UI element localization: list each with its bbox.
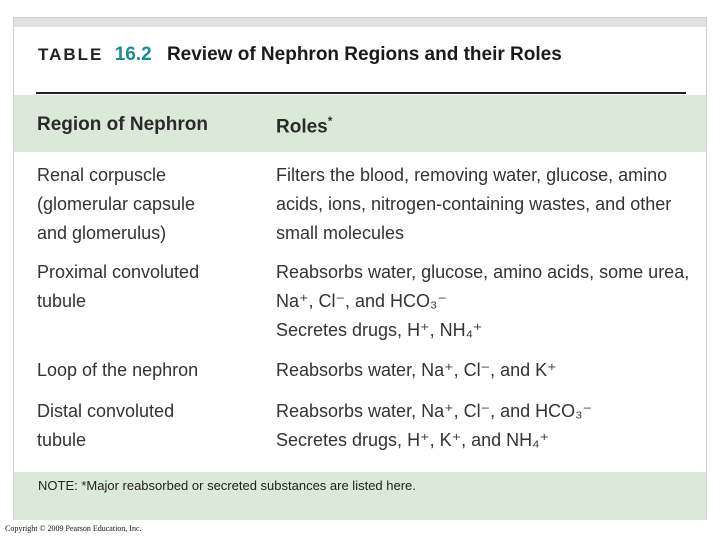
row-1-roles-line: acids, ions, nitrogen-containing wastes, and other [276,194,672,214]
row-4-region-line: tubule [37,430,87,450]
row-1-region-line: Renal corpuscle [37,165,167,185]
row-2-roles-line: Na⁺, Cl⁻, and HCO₃⁻ [276,291,447,311]
row-2-region [37,258,267,316]
row-2-region-line: Proximal convoluted [37,262,200,282]
column-header-roles [276,114,332,138]
table-frame [13,17,707,520]
roles-header-mark: * [327,114,333,128]
roles-header-label: Roles [276,116,328,138]
row-1-roles [276,161,696,248]
row-1-roles-line: Filters the blood, removing water, glucose, amino [276,165,668,185]
row-2-roles [276,258,696,345]
row-4-roles-line: Secretes drugs, H⁺, K⁺, and NH₄⁺ [276,430,549,450]
row-2-region-line: tubule [37,291,87,311]
row-3-region-line: Loop of the nephron [37,360,199,380]
row-3-region [37,356,267,385]
table-number: 16.2 [114,44,152,65]
row-4-roles-line: Reabsorbs water, Na⁺, Cl⁻, and HCO₃⁻ [276,401,592,421]
column-header-region: Region of Nephron [37,114,208,135]
row-1-roles-line: small molecules [276,223,405,243]
row-2-roles-line: Secretes drugs, H⁺, NH₄⁺ [276,320,483,340]
row-4-roles [276,397,696,455]
row-4-region [37,397,267,455]
row-4-region-line: Distal convoluted [37,401,175,421]
row-1-region-line: and glomerulus) [37,223,167,243]
title-divider [36,92,686,94]
copyright-text: Copyright © 2009 Pearson Education, Inc. [5,524,142,533]
table-label: TABLE [38,45,104,64]
row-1-region [37,161,267,248]
table-note: NOTE: *Major reabsorbed or secreted substances are listed here. [38,478,416,493]
top-bar [14,18,706,27]
row-2-roles-line: Reabsorbs water, glucose, amino acids, some urea, [276,262,690,282]
row-3-roles-line: Reabsorbs water, Na⁺, Cl⁻, and K⁺ [276,360,557,380]
table-title: Review of Nephron Regions and their Roles [166,44,562,65]
row-1-region-line: (glomerular capsule [37,194,196,214]
table-title-row [38,44,562,66]
row-3-roles [276,356,696,385]
